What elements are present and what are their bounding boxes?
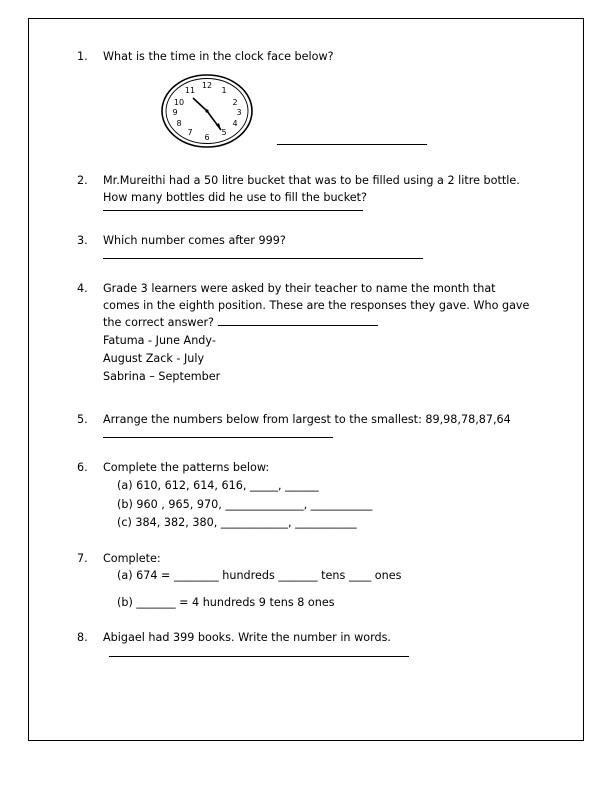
svg-text:5: 5 [221, 127, 227, 137]
response-item: August Zack - July [103, 351, 205, 365]
question-3 [77, 233, 547, 260]
svg-text:8: 8 [176, 118, 182, 128]
svg-text:3: 3 [236, 107, 242, 117]
question-part-b: (b) 960 , 965, 970, ______________, ___________ [117, 497, 373, 511]
clock-icon [159, 72, 255, 150]
question-number: 6. [77, 461, 88, 475]
svg-text:11: 11 [184, 85, 196, 95]
answer-blank-q8 [109, 655, 409, 657]
question-7 [77, 551, 547, 613]
worksheet-content [77, 49, 547, 657]
question-part-a: (a) 610, 612, 614, 616, _____, ______ [117, 479, 319, 493]
question-5 [77, 412, 547, 439]
question-text: Abigael had 399 books. Write the number in words. [103, 631, 391, 645]
question-text-line1: Grade 3 learners were asked by their teacher to name the month that [103, 282, 496, 296]
question-text: Arrange the numbers below from largest to the smallest: 89,98,78,87,64 [103, 412, 511, 426]
question-4 [77, 281, 547, 385]
answer-blank-q5 [103, 436, 333, 438]
question-number: 2. [77, 174, 88, 188]
question-text: Complete: [103, 551, 161, 565]
question-1 [77, 49, 547, 155]
question-number: 4. [77, 282, 88, 296]
svg-text:1: 1 [221, 85, 227, 95]
question-part-a: (a) 674 = ________ hundreds _______ tens ____ ones [117, 569, 402, 583]
question-text-line2: comes in the eighth position. These are the responses they gave. Who gave [103, 299, 530, 313]
question-text: What is the time in the clock face below? [103, 50, 334, 63]
page-border [28, 18, 584, 741]
answer-blank-q1 [277, 143, 427, 145]
question-number: 7. [77, 551, 88, 565]
svg-text:4: 4 [232, 118, 238, 128]
question-text-line2: How many bottles did he use to fill the bucket? [103, 190, 367, 204]
svg-text:7: 7 [187, 127, 193, 137]
svg-text:12: 12 [201, 80, 213, 90]
question-8 [77, 630, 547, 657]
svg-text:6: 6 [204, 132, 210, 142]
question-number: 8. [77, 631, 88, 645]
response-item: Fatuma - June Andy- [103, 333, 216, 347]
question-text-line3 [103, 315, 547, 332]
clock-face [159, 72, 255, 155]
svg-text:10: 10 [173, 97, 185, 107]
question-2 [77, 173, 547, 211]
question-number: 5. [77, 412, 88, 426]
answer-blank-q2 [103, 209, 363, 211]
question-number: 1. [77, 50, 88, 63]
clock-row [103, 72, 547, 155]
question-part-c: (c) 384, 382, 380, ____________, ___________ [117, 516, 357, 530]
answer-blank-q4 [218, 325, 378, 326]
svg-text:2: 2 [232, 97, 238, 107]
answer-blank-q3 [103, 257, 423, 259]
question-text: Complete the patterns below: [103, 461, 270, 475]
question-text-line1: Mr.Mureithi had a 50 litre bucket that was to be filled using a 2 litre bottle. [103, 174, 520, 188]
question-6 [77, 460, 547, 532]
question-text-line3-prefix: the correct answer? [103, 316, 214, 330]
question-number: 3. [77, 233, 88, 247]
response-item: Sabrina – September [103, 369, 221, 383]
svg-text:9: 9 [172, 107, 178, 117]
question-text: Which number comes after 999? [103, 233, 286, 247]
question-part-b: (b) _______ = 4 hundreds 9 tens 8 ones [117, 595, 335, 609]
